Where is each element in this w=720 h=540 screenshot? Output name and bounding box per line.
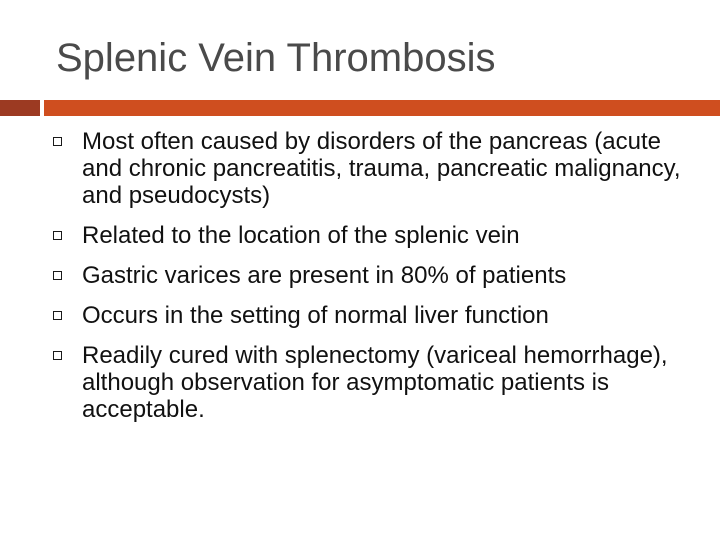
accent-bar [0,100,720,116]
bullet-item [0,222,720,249]
bullet-item [0,128,720,209]
bullet-text: Gastric varices are present in 80% of patients [82,262,567,289]
bullet-text: Related to the location of the splenic vein [82,222,520,249]
bullet-text: Occurs in the setting of normal liver function [82,302,549,329]
hollow-square-icon [53,311,62,320]
bullet-item [0,342,720,423]
bullet-item [0,302,720,329]
bullet-list [0,128,720,436]
bullet-text: Most often caused by disorders of the pancreas (acute and chronic pancreatitis, trauma, pancreatic malignancy, and pseudocysts) [82,128,681,209]
bullet-item [0,262,720,289]
hollow-square-icon [53,271,62,280]
accent-bar-left-segment [0,100,40,116]
accent-bar-right-segment [44,100,720,116]
hollow-square-icon [53,137,62,146]
hollow-square-icon [53,351,62,360]
slide-title: Splenic Vein Thrombosis [56,36,496,80]
bullet-text: Readily cured with splenectomy (variceal hemorrhage), although observation for asymptomatic patients is acceptable. [82,342,668,423]
hollow-square-icon [53,231,62,240]
